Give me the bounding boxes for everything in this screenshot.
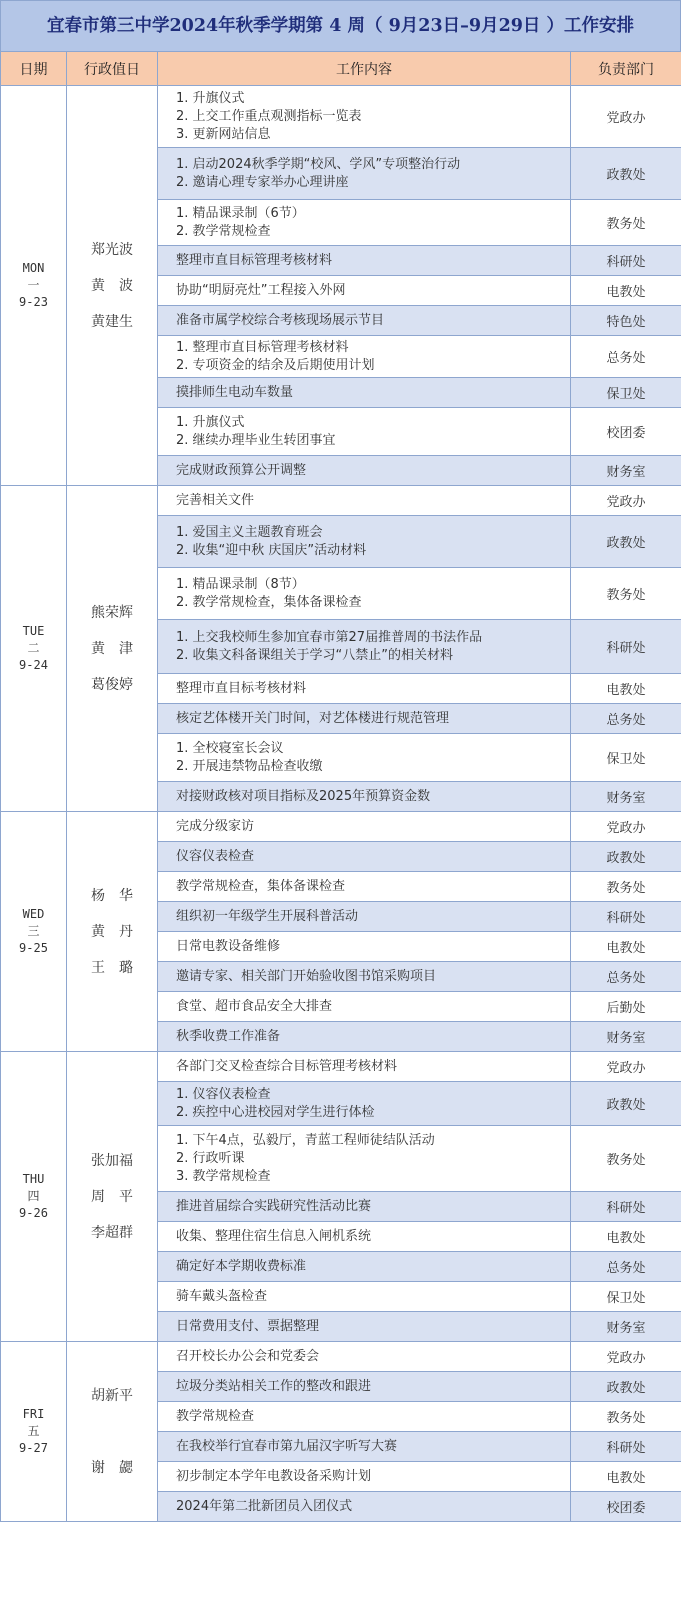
dept-cell: 科研处 [571, 246, 681, 276]
task-line: 核定艺体楼开关门时间，对艺体楼进行规范管理 [176, 710, 450, 726]
day-date: 9-23 [19, 295, 48, 309]
header-row [1, 52, 681, 86]
task-line: 1. 上交我校师生参加宜春市第27届推普周的书法作品 [176, 629, 483, 645]
task-line: 食堂、超市食品安全大排查 [176, 998, 333, 1014]
duty-cell [67, 1052, 158, 1342]
day-abbr: MON [22, 261, 45, 275]
day-date: 9-24 [19, 658, 48, 672]
task-line: 2. 行政听课 [176, 1150, 245, 1166]
header-dept: 负责部门 [571, 52, 681, 86]
day-abbr: WED [22, 907, 45, 921]
duty-person: 周 平 [91, 1188, 133, 1205]
task-line: 协助“明厨亮灶”工程接入外网 [176, 282, 346, 298]
task-line: 1. 升旗仪式 [176, 414, 245, 430]
dept-cell: 党政办 [571, 486, 681, 516]
task-line: 2024年第二批新团员入团仪式 [176, 1498, 353, 1514]
task-line: 推进首届综合实践研究性活动比赛 [176, 1198, 372, 1214]
table-row [1, 812, 681, 842]
task-content [158, 516, 571, 568]
duty-person: 杨 华 [91, 887, 133, 904]
task-line: 1. 精品课录制（6节） [176, 205, 305, 221]
task-line: 骑车戴头盔检查 [176, 1288, 268, 1304]
day-abbr: TUE [22, 624, 45, 638]
task-content [158, 932, 571, 962]
page-title: 宜春市第三中学2024年秋季学期第 4 周（ 9月23日–9月29日 ）工作安排 [0, 0, 681, 51]
dept-cell: 校团委 [571, 408, 681, 456]
task-line: 2. 继续办理毕业生转团事宜 [176, 432, 336, 448]
table-row [1, 86, 681, 148]
task-content [158, 456, 571, 486]
day-date: 9-25 [19, 941, 48, 955]
task-content [158, 782, 571, 812]
duty-person: 黄 丹 [91, 923, 133, 940]
task-content [158, 568, 571, 620]
task-line: 2. 上交工作重点观测指标一览表 [176, 108, 362, 124]
task-line: 1. 爱国主义主题教育班会 [176, 524, 323, 540]
task-line: 2. 疾控中心进校园对学生进行体检 [176, 1104, 375, 1120]
task-line: 2. 收集“迎中秋 庆国庆”活动材料 [176, 542, 367, 558]
task-content [158, 1192, 571, 1222]
task-content [158, 1432, 571, 1462]
duty-person: 王 璐 [91, 959, 133, 976]
task-line: 2. 邀请心理专家举办心理讲座 [176, 174, 349, 190]
duty-person: 黄 波 [91, 277, 133, 294]
duty-person: 李超群 [91, 1224, 133, 1241]
dept-cell: 特色处 [571, 306, 681, 336]
task-content [158, 872, 571, 902]
duty-person: 黄 津 [91, 640, 133, 657]
task-line: 垃圾分类站相关工作的整改和跟进 [176, 1378, 372, 1394]
task-content [158, 1082, 571, 1126]
task-line: 各部门交叉检查综合目标管理考核材料 [176, 1058, 398, 1074]
task-content [158, 246, 571, 276]
task-line: 确定好本学期收费标准 [176, 1258, 307, 1274]
task-content [158, 812, 571, 842]
dept-cell: 教务处 [571, 872, 681, 902]
task-line: 1. 升旗仪式 [176, 90, 245, 106]
task-content [158, 1492, 571, 1522]
dept-cell: 总务处 [571, 704, 681, 734]
task-content [158, 1282, 571, 1312]
duty-person: 谢 勰 [91, 1459, 133, 1476]
dept-cell: 科研处 [571, 902, 681, 932]
dept-cell: 电教处 [571, 1222, 681, 1252]
task-line: 2. 专项资金的结余及后期使用计划 [176, 357, 375, 373]
task-line: 教学常规检查 [176, 1408, 255, 1424]
dept-cell: 科研处 [571, 620, 681, 674]
day-cell [1, 486, 67, 812]
task-line: 召开校长办公会和党委会 [176, 1348, 320, 1364]
dept-cell: 财务室 [571, 1022, 681, 1052]
task-line: 1. 整理市直目标管理考核材料 [176, 339, 349, 355]
task-content [158, 1222, 571, 1252]
dept-cell: 政教处 [571, 516, 681, 568]
task-line: 日常电教设备维修 [176, 938, 281, 954]
dept-cell: 党政办 [571, 1052, 681, 1082]
dept-cell: 党政办 [571, 1342, 681, 1372]
dept-cell: 政教处 [571, 1372, 681, 1402]
task-content [158, 276, 571, 306]
day-cell [1, 1052, 67, 1342]
duty-cell [67, 1342, 158, 1522]
task-line: 整理市直目标管理考核材料 [176, 252, 333, 268]
header-content: 工作内容 [158, 52, 571, 86]
day-cn: 五 [27, 1424, 40, 1438]
task-line: 邀请专家、相关部门开始验收图书馆采购项目 [176, 968, 437, 984]
task-line: 整理市直目标考核材料 [176, 680, 307, 696]
task-content [158, 734, 571, 782]
schedule-table [0, 51, 681, 1522]
task-line: 日常费用支付、票据整理 [176, 1318, 320, 1334]
dept-cell: 电教处 [571, 674, 681, 704]
task-content [158, 148, 571, 200]
task-content [158, 842, 571, 872]
day-date: 9-27 [19, 1441, 48, 1455]
dept-cell: 财务室 [571, 1312, 681, 1342]
schedule-body [1, 86, 681, 1522]
duty-person: 胡新平 [91, 1387, 133, 1404]
day-date: 9-26 [19, 1206, 48, 1220]
task-line: 完成财政预算公开调整 [176, 462, 307, 478]
task-content [158, 378, 571, 408]
day-cell [1, 1342, 67, 1522]
day-abbr: THU [22, 1172, 45, 1186]
task-content [158, 1372, 571, 1402]
task-line: 完成分级家访 [176, 818, 255, 834]
task-line: 3. 更新网站信息 [176, 126, 271, 142]
task-line: 收集、整理住宿生信息入闸机系统 [176, 1228, 372, 1244]
task-content [158, 1252, 571, 1282]
duty-cell [67, 486, 158, 812]
task-line: 对接财政核对项目指标及2025年预算资金数 [176, 788, 431, 804]
day-cn: 四 [27, 1189, 40, 1203]
table-row [1, 1342, 681, 1372]
dept-cell: 校团委 [571, 1492, 681, 1522]
task-content [158, 408, 571, 456]
dept-cell: 总务处 [571, 1252, 681, 1282]
dept-cell: 电教处 [571, 276, 681, 306]
day-cell [1, 812, 67, 1052]
dept-cell: 总务处 [571, 336, 681, 378]
task-line: 1. 下午4点，弘毅厅，青蓝工程师徒结队活动 [176, 1132, 435, 1148]
duty-cell [67, 812, 158, 1052]
dept-cell: 党政办 [571, 812, 681, 842]
task-line: 1. 仪容仪表检查 [176, 1086, 271, 1102]
task-content [158, 1312, 571, 1342]
task-line: 仪容仪表检查 [176, 848, 255, 864]
task-content [158, 962, 571, 992]
task-line: 1. 精品课录制（8节） [176, 576, 305, 592]
dept-cell: 总务处 [571, 962, 681, 992]
dept-cell: 教务处 [571, 200, 681, 246]
day-abbr: FRI [22, 1407, 45, 1421]
task-content [158, 1342, 571, 1372]
dept-cell: 教务处 [571, 1402, 681, 1432]
task-content [158, 902, 571, 932]
dept-cell: 政教处 [571, 148, 681, 200]
task-content [158, 336, 571, 378]
dept-cell: 财务室 [571, 456, 681, 486]
task-line: 教学常规检查，集体备课检查 [176, 878, 346, 894]
task-line: 摸排师生电动车数量 [176, 384, 294, 400]
duty-cell [67, 86, 158, 486]
task-content [158, 306, 571, 336]
dept-cell: 科研处 [571, 1192, 681, 1222]
task-content [158, 620, 571, 674]
task-line: 准备市属学校综合考核现场展示节目 [176, 312, 385, 328]
task-line: 2. 收集文科备课组关于学习“八禁止”的相关材料 [176, 647, 454, 663]
duty-person: 葛俊婷 [91, 676, 133, 693]
dept-cell: 党政办 [571, 86, 681, 148]
day-cell [1, 86, 67, 486]
table-row [1, 486, 681, 516]
task-line: 初步制定本学年电教设备采购计划 [176, 1468, 372, 1484]
task-content [158, 1022, 571, 1052]
duty-person: 郑光波 [91, 241, 133, 258]
duty-person: 熊荣辉 [91, 604, 133, 621]
task-line: 2. 教学常规检查，集体备课检查 [176, 594, 362, 610]
dept-cell: 教务处 [571, 1126, 681, 1192]
task-content [158, 86, 571, 148]
table-row [1, 1052, 681, 1082]
header-duty: 行政值日 [67, 52, 158, 86]
dept-cell: 财务室 [571, 782, 681, 812]
dept-cell: 教务处 [571, 568, 681, 620]
task-line: 2. 开展违禁物品检查收缴 [176, 758, 323, 774]
duty-person: 张加福 [91, 1152, 133, 1169]
task-line: 1. 全校寝室长会议 [176, 740, 284, 756]
dept-cell: 后勤处 [571, 992, 681, 1022]
day-cn: 二 [27, 641, 40, 655]
duty-person: 黄建生 [91, 313, 133, 330]
task-line: 完善相关文件 [176, 492, 255, 508]
day-cn: 三 [27, 924, 40, 938]
task-line: 在我校举行宜春市第九届汉字听写大赛 [176, 1438, 398, 1454]
dept-cell: 政教处 [571, 842, 681, 872]
task-line: 组织初一年级学生开展科普活动 [176, 908, 359, 924]
task-content [158, 1462, 571, 1492]
task-content [158, 674, 571, 704]
task-content [158, 992, 571, 1022]
task-content [158, 1402, 571, 1432]
dept-cell: 保卫处 [571, 734, 681, 782]
day-cn: 一 [27, 278, 40, 292]
task-line: 秋季收费工作准备 [176, 1028, 281, 1044]
header-date: 日期 [1, 52, 67, 86]
task-content [158, 486, 571, 516]
dept-cell: 电教处 [571, 932, 681, 962]
dept-cell: 政教处 [571, 1082, 681, 1126]
task-content [158, 1052, 571, 1082]
dept-cell: 保卫处 [571, 378, 681, 408]
task-line: 3. 教学常规检查 [176, 1168, 271, 1184]
dept-cell: 电教处 [571, 1462, 681, 1492]
task-line: 1. 启动2024秋季学期“校风、学风”专项整治行动 [176, 156, 461, 172]
task-line: 2. 教学常规检查 [176, 223, 271, 239]
dept-cell: 保卫处 [571, 1282, 681, 1312]
dept-cell: 科研处 [571, 1432, 681, 1462]
task-content [158, 704, 571, 734]
task-content [158, 200, 571, 246]
task-content [158, 1126, 571, 1192]
